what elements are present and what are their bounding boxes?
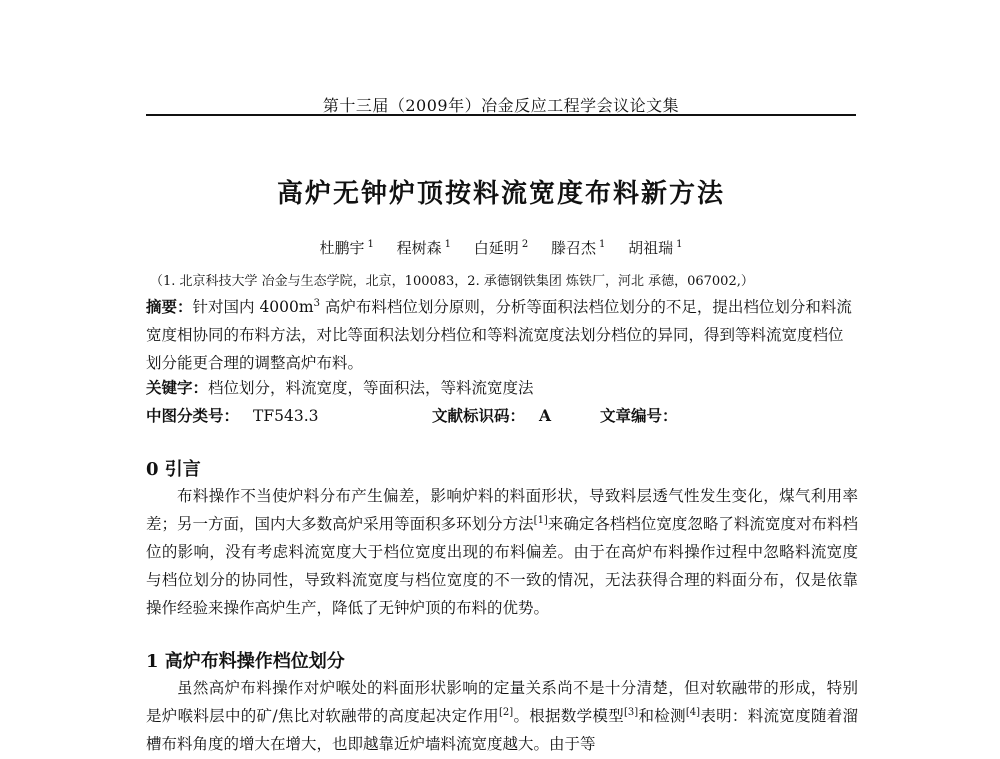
section-heading-1: 1 高炉布料操作档位划分: [146, 651, 345, 672]
keywords-label: 关键字：: [146, 378, 209, 397]
citation: [3]: [624, 706, 639, 718]
keywords: [146, 374, 858, 402]
intro-paragraph: 布料操作不当使炉料分布产生偏差，影响炉料的料面形状，导致料层透气性发生变化，煤气利用率差；另一方面，国内大多数高炉采用等面积多环划分方法[1]来确定各档档位宽度忽略了料流宽度对布料档位的影响，没有考虑料流宽度大于档位宽度出现的布料偏差。由于在高炉布料操作过程中忽略料流宽度与档位划分的协同性，导致料流宽度与档位宽度的不一致的情况，无法获得合理的料面分布，仅是依靠操作经验来操作高炉生产，降低了无钟炉顶的布料的优势。: [146, 487, 858, 617]
doc-code-value: A: [539, 406, 552, 425]
affiliation: （1. 北京科技大学 冶金与生态学院，北京，100083，2. 承德钢铁集团 炼铁厂，河北 承德，067002,）: [150, 274, 754, 289]
citation: [2]: [498, 706, 514, 718]
header-rule: [146, 114, 856, 116]
doc-code-label: 文献标识码：: [432, 406, 526, 425]
clc-value: TF543.3: [253, 407, 319, 425]
abstract: 摘要：针对国内 $4000m^3$ 高炉布料档位划分原则，分析等面积法档位划分的不足，提出档位划分和料流宽度相协同的布料方法，对比等面积法划分档位和等料流宽度法划分档位的异同，得到等料流宽度档位划分能更合理的调整高炉布料。: [146, 297, 852, 373]
author: 白延明 $^2$: [473, 239, 529, 257]
article-number-label: 文章编号：: [600, 406, 678, 425]
author-list: [146, 237, 856, 258]
running-header: 第十三届（2009年）冶金反应工程学会议论文集: [322, 96, 680, 115]
classification-line: [146, 402, 858, 430]
author: 程树森 $^1$: [396, 239, 452, 257]
keywords-text: 档位划分，料流宽度，等面积法，等料流宽度法: [208, 379, 534, 397]
abstract-label: 摘要：: [146, 297, 193, 317]
section1-paragraph: 虽然高炉布料操作对炉喉处的料面形状影响的定量关系尚不是十分清楚，但对软融带的形成，特别是炉喉料层中的矿/焦比对软融带的高度起决定作用[2]。根据数学模型[3]和检测[4]表明：料流宽度随着溜槽布料角度的增大在增大，也即越靠近炉墙料流宽度越大。由于等: [146, 679, 858, 753]
section-heading-intro: 0 引言: [146, 459, 201, 480]
author: 杜鹏宇 $^1$: [319, 239, 374, 257]
author: 滕召杰 $^1$: [550, 239, 606, 257]
paper-title: 高炉无钟炉顶按料流宽度布料新方法: [276, 179, 725, 209]
author: 胡祖瑞 $^1$: [628, 239, 683, 257]
clc-label: 中图分类号：: [146, 406, 240, 425]
citation: [1]: [533, 514, 548, 526]
citation: [4]: [685, 706, 701, 718]
